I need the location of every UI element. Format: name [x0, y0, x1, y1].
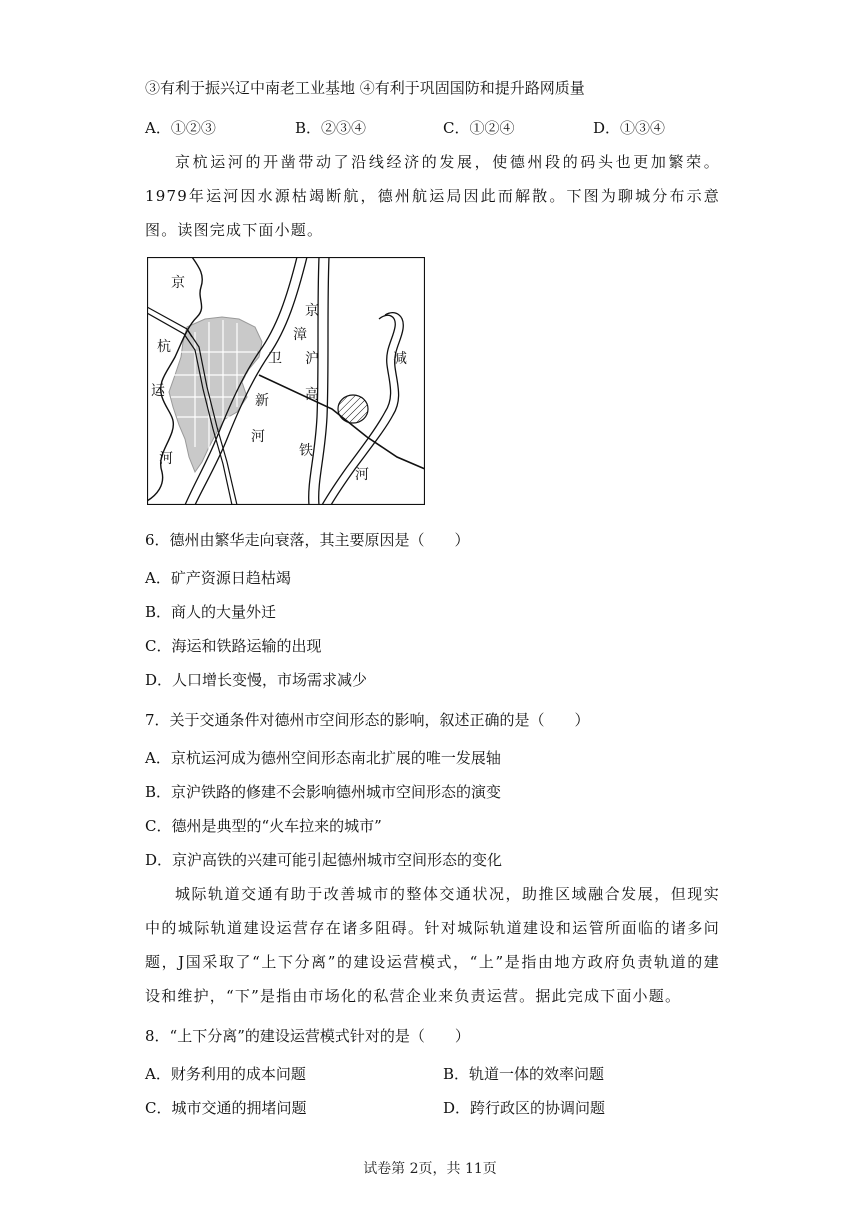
q5-statements: ③有利于振兴辽中南老工业基地 ④有利于巩固国防和提升路网质量 — [145, 79, 585, 97]
q6-stem: 6．德州由繁华走向衰落，其主要原因是（ ） — [145, 531, 470, 549]
q7-stem: 7．关于交通条件对德州市空间形态的影响，叙述正确的是（ ） — [145, 711, 590, 729]
new-district — [338, 395, 368, 423]
q7-option-a: A．京杭运河成为德州空间形态南北扩展的唯一发展轴 — [145, 749, 501, 767]
label-jinghu-3: 高 — [305, 387, 319, 403]
q8-option-a: A．财务利用的成本问题 — [145, 1065, 306, 1083]
label-jinghang-1: 京 — [171, 275, 185, 291]
label-jinghang-3: 运 — [151, 383, 165, 399]
map-figure — [147, 257, 425, 505]
label-zhang: 漳 — [293, 327, 307, 343]
label-jinghang-2: 杭 — [157, 339, 171, 355]
label-jian: 减 — [393, 351, 407, 367]
q5-option-d: D．①③④ — [593, 119, 666, 137]
passage-1: 京杭运河的开凿带动了沿线经济的发展，使德州段的码头也更加繁荣。1979年运河因水源枯竭断航，德州航运局因此而解散。下图为聊城分布示意图。读图完成下面小题。 — [145, 153, 720, 239]
label-weixin-3: 河 — [251, 429, 265, 445]
q8-option-b: B．轨道一体的效率问题 — [443, 1065, 605, 1083]
label-jinghu-4: 铁 — [299, 443, 313, 459]
q6-option-a: A．矿产资源日趋枯竭 — [145, 569, 291, 587]
label-jinghang-4: 河 — [159, 451, 173, 467]
page-footer: 试卷第 2页，共 11页 — [363, 1161, 497, 1177]
q6-option-d: D．人口增长变慢，市场需求减少 — [145, 671, 368, 689]
label-jinghu-2: 沪 — [305, 351, 319, 367]
q5-option-b: B．②③④ — [295, 119, 367, 137]
label-he: 河 — [355, 467, 369, 483]
label-weixin-2: 新 — [255, 393, 269, 409]
q6-option-b: B．商人的大量外迁 — [145, 603, 277, 621]
q8-option-d: D．跨行政区的协调问题 — [443, 1099, 606, 1117]
q5-option-c: C．①②④ — [443, 119, 515, 137]
label-jinghu-1: 京 — [305, 303, 319, 319]
q7-option-b: B．京沪铁路的修建不会影响德州城市空间形态的演变 — [145, 783, 502, 801]
q5-option-a: A．①②③ — [145, 119, 216, 137]
q7-option-d: D．京沪高铁的兴建可能引起德州城市空间形态的变化 — [145, 851, 503, 869]
q7-option-c: C．德州是典型的“火车拉来的城市” — [145, 817, 382, 835]
q6-option-c: C．海运和铁路运输的出现 — [145, 637, 322, 655]
q8-stem: 8．“上下分离”的建设运营模式针对的是（ ） — [145, 1027, 470, 1045]
passage-2: 城际轨道交通有助于改善城市的整体交通状况，助推区域融合发展，但现实中的城际轨道建设运营存在诸多阻碍。针对城际轨道建设和运管所面临的诸多问题，J国采取了“上下分离”的建设运营模式，“上”是指由地方政府负责轨道的建设和维护，“下”是指由市场化的私营企业来负责运营。据此完成下面小题。 — [145, 885, 720, 1005]
map-svg — [147, 257, 425, 505]
q8-option-c: C．城市交通的拥堵问题 — [145, 1099, 307, 1117]
label-weixin-1: 卫 — [268, 351, 282, 367]
